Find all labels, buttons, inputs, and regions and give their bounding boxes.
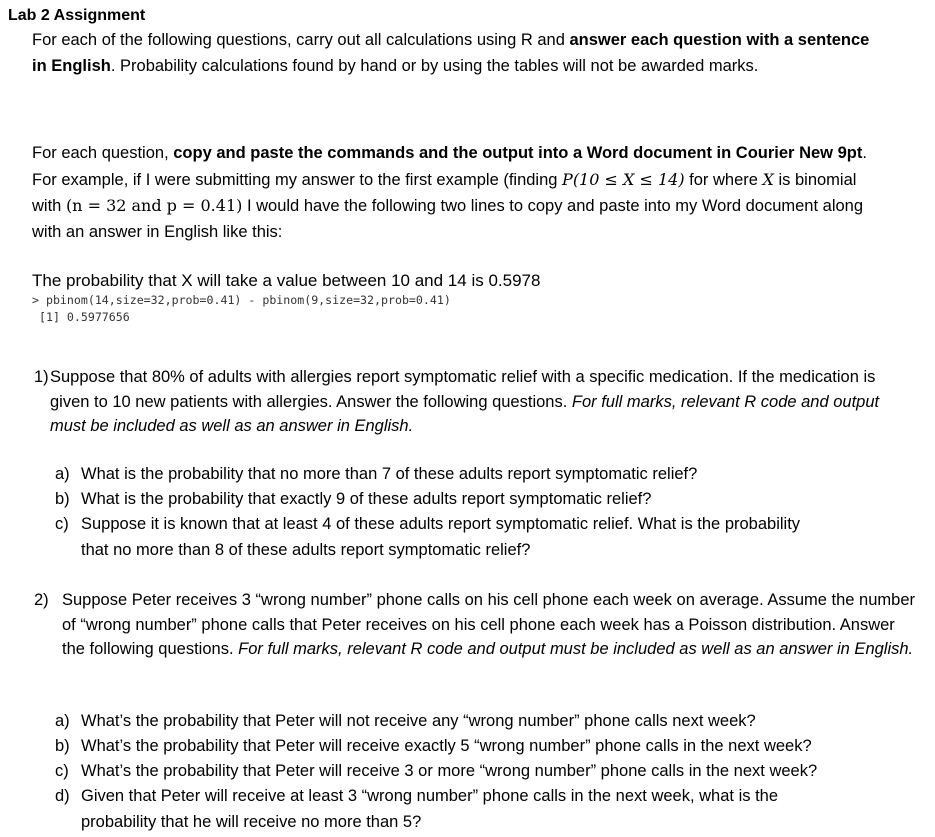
question-1-part-a (55, 462, 935, 488)
part-text-continued: probability that he will receive no more than 5? (81, 812, 422, 831)
intro-text: is binomial with (32, 170, 857, 215)
question-2-text (62, 588, 922, 662)
question-1-part-b (55, 487, 935, 513)
question-text: Suppose Peter receives 3 “wrong number” phone calls on his cell phone each week on average. Assume the number of “wrong number” phone calls that Peter receives on his cell phone each week has a Poisson distribution. Answer the following questions. (62, 591, 915, 658)
part-text: What’s the probability that Peter will not receive any “wrong number” phone calls next week? (81, 712, 756, 730)
question-1-part-c (55, 512, 935, 563)
intro-bold-text: copy and paste the commands and the output into a Word document in Courier New 9pt (173, 144, 863, 162)
part-text: What is the probability that no more than 7 of these adults report symptomatic relief? (81, 465, 698, 483)
part-label: a) (55, 712, 70, 730)
intro-bold-text: answer each question with a sentence in English (32, 31, 870, 75)
part-label: d) (55, 787, 70, 805)
math-expression: (n = 32 and p = 0.41) (65, 196, 243, 215)
intro-text: . Probability calculations found by hand or by using the tables will not be awarded marks. (110, 56, 759, 75)
intro-text: I would have the following two lines to copy and paste into my Word document along with an answer in English like this: (32, 197, 864, 241)
intro-paragraph-1 (32, 28, 882, 79)
intro-text: For each of the following questions, carry out all calculations using R and (32, 31, 570, 49)
intro-text: . For example, if I were submitting my answer to the first example (finding (32, 144, 867, 189)
part-label: b) (55, 490, 70, 508)
math-variable: X (762, 169, 774, 189)
part-text: Suppose it is known that at least 4 of these adults report symptomatic relief. What is the probability (81, 515, 801, 533)
part-label: c) (55, 515, 69, 533)
example-output-line: [1] 0.5977656 (32, 310, 130, 324)
question-italic-note: For full marks, relevant R code and output must be included as well as an answer in English. (50, 392, 880, 435)
part-text: What’s the probability that Peter will receive exactly 5 “wrong number” phone calls in the next week? (81, 737, 812, 755)
part-label: c) (55, 762, 69, 780)
document-title: Lab 2 Assignment (8, 7, 146, 24)
part-text: What is the probability that exactly 9 of these adults report symptomatic relief? (81, 490, 652, 508)
part-label: a) (55, 465, 70, 483)
question-2-number: 2) (34, 591, 49, 609)
intro-text: For each question, (32, 144, 174, 162)
example-code-line: > pbinom(14,size=32,prob=0.41) - pbinom(9,size=32,prob=0.41) (32, 293, 451, 307)
example-answer: The probability that X will take a value between 10 and 14 is 0.5978 (32, 271, 541, 290)
part-label: b) (55, 737, 70, 755)
part-text: What’s the probability that Peter will receive 3 or more “wrong number” phone calls in the next week? (81, 762, 818, 780)
question-2-part-d (55, 784, 935, 835)
math-expression: P(10 ≤ X ≤ 14) (562, 169, 685, 189)
question-italic-note: For full marks, relevant R code and output must be included as well as an answer in English. (238, 640, 914, 658)
question-1-number: 1) (34, 368, 49, 386)
intro-paragraph-2 (32, 141, 882, 245)
question-2-part-a (55, 709, 935, 735)
question-text: Suppose that 80% of adults with allergies report symptomatic relief with a specific medication. If the medication is given to 10 new patients with allergies. Answer the following questions. (50, 368, 876, 411)
part-text-continued: that no more than 8 of these adults report symptomatic relief? (81, 540, 531, 559)
question-1-text (50, 365, 910, 439)
intro-text: for where (684, 170, 763, 189)
part-text: Given that Peter will receive at least 3 “wrong number” phone calls in the next week, what is the (81, 787, 779, 805)
question-2-part-b (55, 734, 935, 760)
question-2-part-c (55, 759, 935, 785)
